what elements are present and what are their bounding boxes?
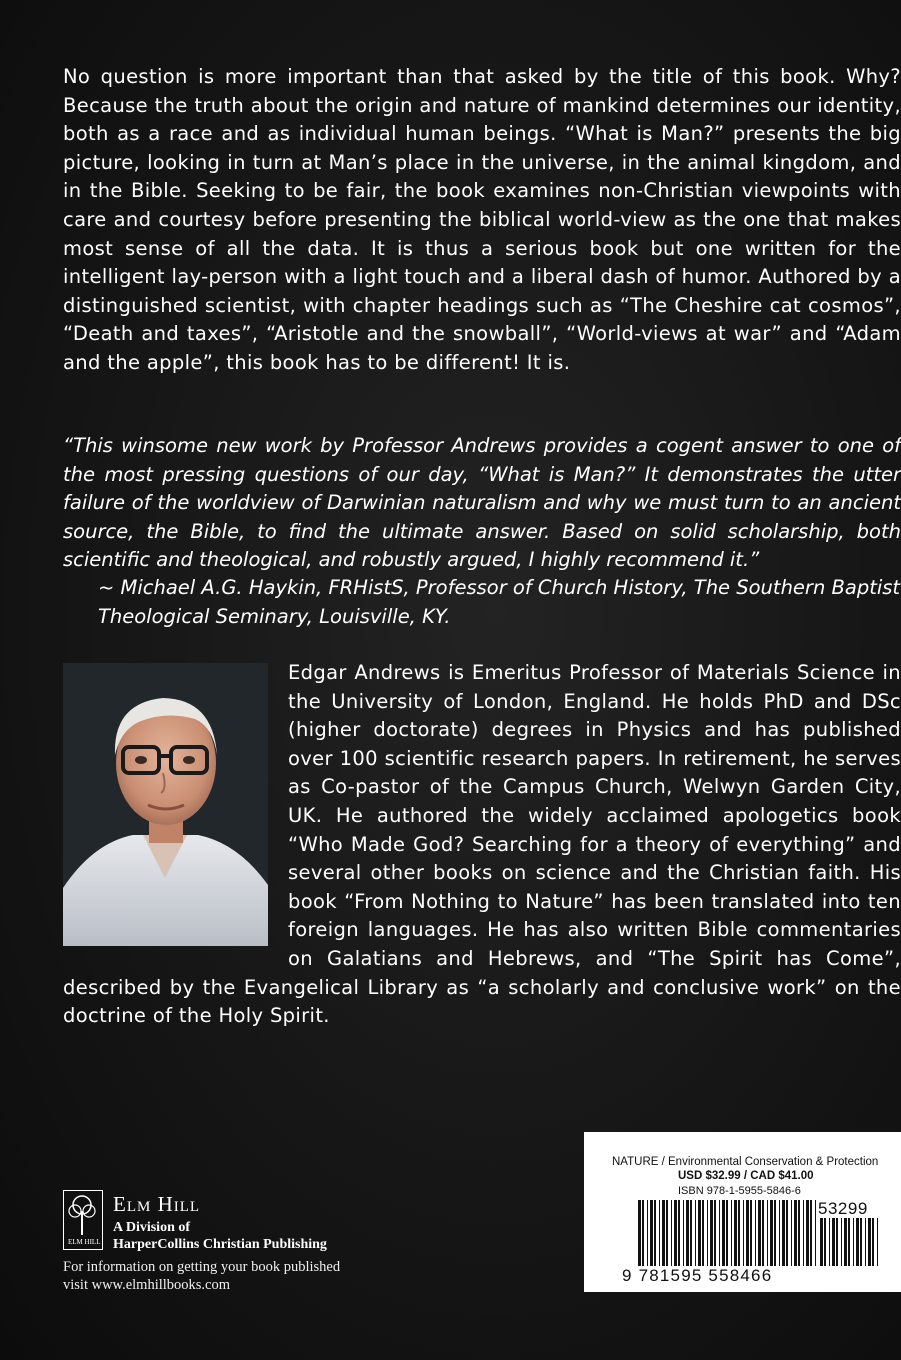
barcode-bar [779, 1200, 780, 1266]
publisher-info-line1: For information on getting your book published [63, 1259, 341, 1275]
barcode-bar [791, 1200, 792, 1266]
barcode-bar [774, 1200, 776, 1266]
barcode-bar [662, 1200, 665, 1266]
barcode-bar [820, 1218, 823, 1266]
barcode-bar [865, 1218, 866, 1266]
barcode-bar [844, 1218, 847, 1266]
barcode-bar [798, 1200, 800, 1266]
barcode-bar [770, 1200, 773, 1266]
barcode-bar [848, 1218, 850, 1266]
barcode-bar [710, 1200, 713, 1266]
author-bio-text: Edgar Andrews is Emeritus Professor of Materials Science in the University of London, England. He holds PhD and DSc (higher doctorate) degrees in Physics and has published over 100 scientific research papers. In retirement, he serves as Co-pastor of the Campus Church, Welwyn Garden City, UK. He authored the widely acclaimed apologetics book “Who Made God? Searching for a theory of everything” and several other books on science and the Christian faith. His book “From Nothing to Nature” has been translated into ten foreign languages. He has also written Bible commentaries on Galatians and Hebrews, and “The Spirit has Come”, described by the Evangelical Library as “a scholarly and conclusive work” on the doctrine of the Holy Spirit. [63, 661, 901, 1028]
price-label: USD $32.99 / CAD $41.00 [678, 1170, 814, 1182]
barcode-bar [719, 1200, 720, 1266]
barcode-bar [782, 1200, 785, 1266]
bio-photo-spacer [63, 659, 288, 949]
barcode-bar [722, 1200, 725, 1266]
barcode-bar [683, 1200, 684, 1266]
barcode-bar [650, 1200, 653, 1266]
barcode-bar [750, 1200, 752, 1266]
isbn-label: ISBN 978-1-5955-5846-6 [678, 1185, 801, 1197]
barcode-bar [841, 1218, 842, 1266]
barcode-bar [686, 1200, 689, 1266]
barcode-bar [678, 1200, 680, 1266]
barcode-bar [810, 1200, 812, 1266]
publisher-logo [63, 1190, 363, 1254]
barcode-bar [803, 1200, 804, 1266]
barcode-bar [868, 1218, 871, 1266]
barcode-bar [786, 1200, 788, 1266]
barcode-bar [815, 1200, 816, 1266]
barcode-bar [707, 1200, 708, 1266]
barcode-bar [856, 1218, 859, 1266]
tree-logo-image [64, 1191, 101, 1248]
barcode-panel [584, 1132, 901, 1292]
barcode-bar [647, 1200, 648, 1266]
publisher-division-line1: A Division of [113, 1220, 191, 1235]
barcode-bar [671, 1200, 672, 1266]
barcode-bar [746, 1200, 749, 1266]
barcode-bar [743, 1200, 744, 1266]
barcode-bar [642, 1200, 644, 1266]
barcode-bar [877, 1218, 878, 1266]
barcode-digits: 9 781595 558466 [622, 1266, 773, 1285]
barcode-bar [731, 1200, 732, 1266]
barcode-bar [806, 1200, 809, 1266]
barcode-bar [755, 1200, 756, 1266]
barcode-bar [853, 1218, 854, 1266]
endorsement-attribution: ~ Michael A.G. Haykin, FRHistS, Professor of Church History, The Southern Baptist Theological Seminary, Louisville, KY. [98, 576, 901, 628]
barcode-bar [695, 1200, 696, 1266]
barcode-bar [726, 1200, 728, 1266]
barcode-bar [832, 1218, 835, 1266]
bisac-category: NATURE / Environmental Conservation & Protection [612, 1156, 879, 1168]
publisher-division-line2: HarperCollins Christian Publishing [113, 1237, 327, 1252]
barcode-bar [714, 1200, 716, 1266]
barcode-bar [674, 1200, 677, 1266]
barcode-bar [860, 1218, 862, 1266]
barcode-bar [690, 1200, 692, 1266]
barcode-bar [836, 1218, 838, 1266]
barcode-bar [824, 1218, 826, 1266]
publisher-name: Elm Hill [113, 1192, 201, 1216]
barcode-bar [738, 1200, 740, 1266]
back-cover-blurb: No question is more important than that asked by the title of this book. Why? Because the truth about the origin and nature of mankind determines our identity, both as a race and as individual human beings. “What is Man?” presents the big picture, looking in turn at Man’s place in the universe, in the animal kingdom, and in the Bible. Seeking to be fair, the book examines non-Christian viewpoints with care and courtesy before presenting the biblical world-view as the one that makes most sense of all the data. It is thus a serious book but one written for the intelligent lay-person with a light touch and a liberal dash of humor. Authored by a distinguished scientist, with chapter headings such as “The Cheshire cat cosmos”, “Death and taxes”, “Aristotle and the snowball”, “World-views at war” and “Adam and the apple”, this book has to be different! It is. [63, 65, 901, 374]
barcode-bar [702, 1200, 704, 1266]
barcode-bar [767, 1200, 768, 1266]
barcode-bar [654, 1200, 656, 1266]
barcode-bar [638, 1200, 641, 1266]
barcode-bar [698, 1200, 701, 1266]
barcode-bar [659, 1200, 660, 1266]
author-bio [63, 659, 901, 1031]
barcode-bar [758, 1200, 761, 1266]
barcode-bar [794, 1200, 797, 1266]
barcode-bar [829, 1218, 830, 1266]
barcode-bar [666, 1200, 668, 1266]
logo-mark-text: ELM HILL [68, 1238, 101, 1246]
tree-icon [63, 1190, 103, 1250]
barcode-bar [872, 1218, 874, 1266]
price-code-digits: 53299 [818, 1199, 868, 1218]
endorsement-quote: “This winsome new work by Professor Andrews provides a cogent answer to one of the most pressing questions of our day, “What is Man?” It demonstrates the utter failure of the worldview of Darwinian naturalism and why we must turn to an ancient source, the Bible, to find the ultimate answer. Based on solid scholarship, both scientific and theological, and robustly argued, I highly recommend it.” [63, 434, 901, 572]
barcode-bar [734, 1200, 737, 1266]
publisher-info-line2: visit www.elmhillbooks.com [63, 1277, 231, 1293]
barcode-bar [762, 1200, 764, 1266]
